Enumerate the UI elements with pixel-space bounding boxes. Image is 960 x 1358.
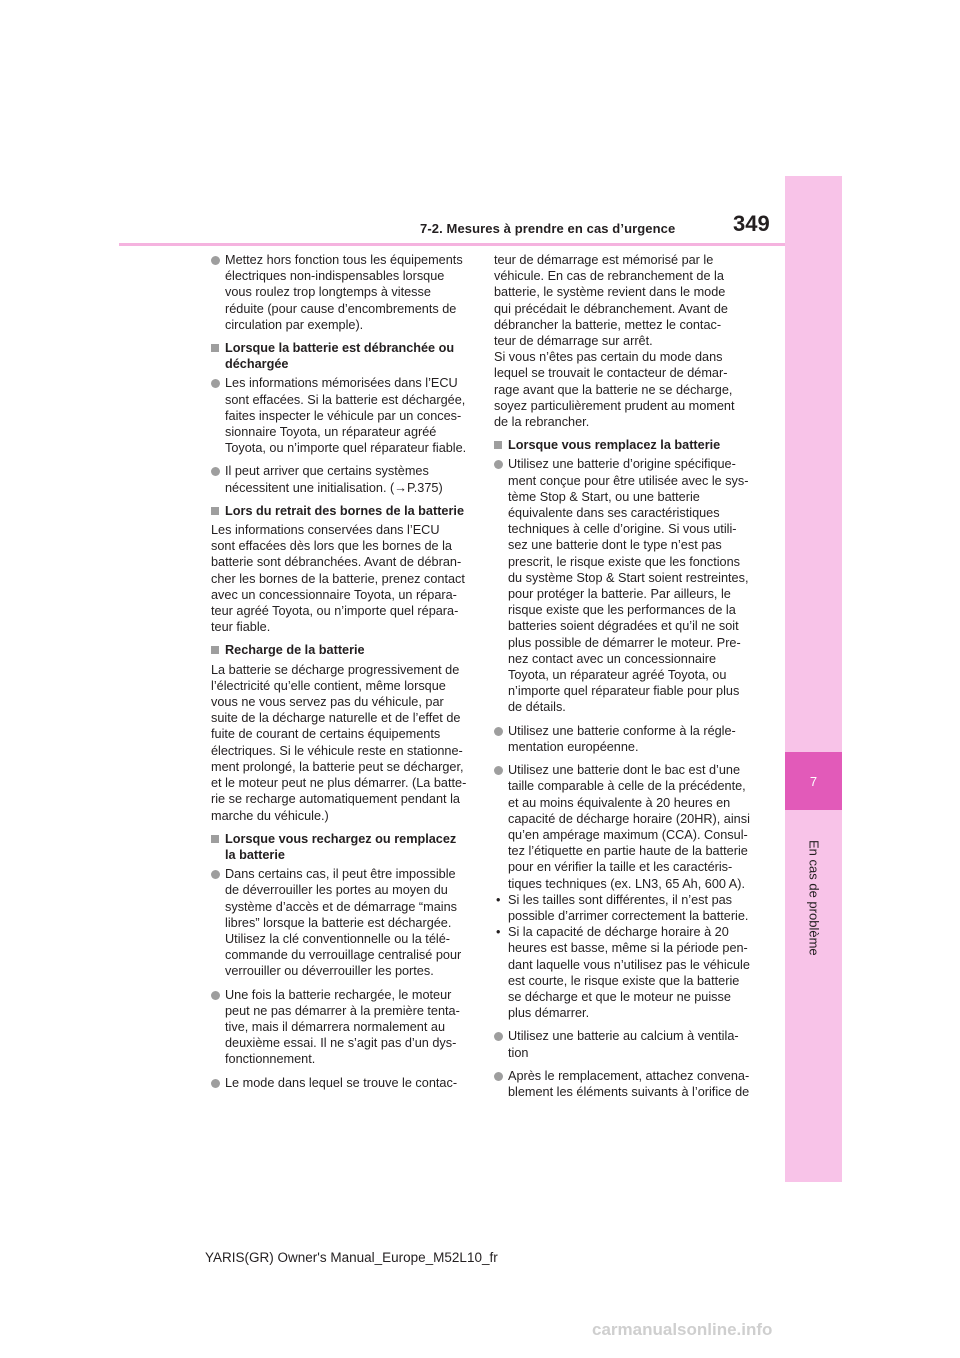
text-line: soyez particulièrement prudent au moment xyxy=(494,398,735,413)
text-line: suite de la décharge naturelle et de l’effet de xyxy=(211,711,461,726)
text-line: marche du véhicule.) xyxy=(211,808,329,823)
text-line: électriques. Si le véhicule reste en stationne- xyxy=(211,743,463,758)
heading-text xyxy=(225,831,469,863)
text-line: fuite de courant de certains équipements xyxy=(211,727,441,742)
bullet-circle-icon xyxy=(211,467,220,476)
site-watermark[interactable]: carmanualsonline.info xyxy=(592,1320,773,1339)
text-line: mentation européenne. xyxy=(508,739,639,754)
heading-square-icon xyxy=(211,344,219,352)
sub-bullet-dot-icon: • xyxy=(496,892,501,907)
bullet-item xyxy=(211,375,469,456)
text-line: rie se recharge automatiquement pendant la xyxy=(211,792,460,807)
heading-square-icon xyxy=(211,835,219,843)
section-heading xyxy=(494,437,752,453)
text-line: Lors du retrait des bornes de la batterie xyxy=(225,503,465,518)
text-line: teur de démarrage est mémorisé par le xyxy=(494,253,714,267)
sub-bullet xyxy=(494,892,752,924)
section-heading xyxy=(211,503,469,519)
bullet-text xyxy=(508,723,752,755)
paragraph xyxy=(494,252,752,430)
text-line: pour en vérifier la taille et les caractéris- xyxy=(508,860,733,875)
text-line: réduite (pour cause d’encombrements de xyxy=(225,301,457,316)
bullet-circle-icon xyxy=(494,1032,503,1041)
bullet-text xyxy=(225,463,469,495)
text-line: qui précédait le débranchement. Avant de xyxy=(494,301,728,316)
chapter-side-tab xyxy=(785,176,842,1182)
text-line: Lorsque vous rechargez ou remplacez xyxy=(225,831,457,846)
chapter-number-tab[interactable] xyxy=(785,752,842,810)
text-line: heures est basse, même si la période pen- xyxy=(508,941,748,956)
text-line: capacité de décharge horaire (20HR), ainsi xyxy=(508,811,750,826)
text-line: sont effacées dès lors que les bornes de la xyxy=(211,539,452,554)
text-line: batteries soient dégradées et qu’il ne soit xyxy=(508,619,739,634)
text-line: Toyota, ou n’importe quel réparateur fiable. xyxy=(225,441,467,456)
paragraph xyxy=(211,662,469,824)
text-line: peut ne pas démarrer à la première tenta- xyxy=(225,1003,460,1018)
bullet-item xyxy=(494,456,752,715)
text-line: teur fiable. xyxy=(211,620,271,635)
text-line: Dans certains cas, il peut être impossible xyxy=(225,867,456,882)
bullet-text xyxy=(508,762,752,892)
text-line: la batterie xyxy=(225,847,285,862)
text-line: et le moteur peut ne plus démarrer. (La batte- xyxy=(211,776,467,791)
sub-bullet xyxy=(494,924,752,1021)
text-line: Utilisez la clé conventionnelle ou la télé- xyxy=(225,931,450,946)
text-line: nécessitent une initialisation. (→P.375) xyxy=(225,480,443,495)
text-line: taille comparable à celle de la précédente, xyxy=(508,779,746,794)
bullet-circle-icon xyxy=(211,256,220,265)
text-line: deuxième essai. Il ne s’agit pas d’un dys- xyxy=(225,1036,457,1051)
text-line: Si vous n’êtes pas certain du mode dans xyxy=(494,350,723,365)
text-line: Une fois la batterie rechargée, le moteur xyxy=(225,987,452,1002)
text-line: commande du verrouillage centralisé pour xyxy=(225,948,462,963)
text-line: Mettez hors fonction tous les équipements xyxy=(225,253,463,267)
text-line: Si les tailles sont différentes, il n’est pas xyxy=(508,892,733,907)
text-line: blement les éléments suivants à l’orifice de xyxy=(508,1084,750,1099)
text-line: vous roulez trop longtemps à vitesse xyxy=(225,285,431,300)
text-line: prescrit, le risque existe que les fonctions xyxy=(508,554,741,569)
text-line: tez l’étiquette en partie haute de la batterie xyxy=(508,844,748,859)
text-line: Lorsque vous remplacez la batterie xyxy=(508,438,721,453)
bullet-text xyxy=(508,1028,752,1060)
text-line: tion xyxy=(508,1045,529,1060)
text-line: cher les bornes de la batterie, prenez contact xyxy=(211,571,465,586)
text-line: se décharge et que le moteur ne puisse xyxy=(508,989,731,1004)
text-line: Si la capacité de décharge horaire à 20 xyxy=(508,925,729,940)
bullet-circle-icon xyxy=(211,379,220,388)
text-line: Utilisez une batterie au calcium à ventila- xyxy=(508,1029,739,1044)
bullet-text xyxy=(225,1075,469,1091)
bullet-text xyxy=(225,252,469,333)
bullet-text xyxy=(225,866,469,979)
section-title: 7-2. Mesures à prendre en cas d’urgence xyxy=(420,221,676,236)
text-line: Le mode dans lequel se trouve le contac- xyxy=(225,1075,458,1090)
text-line: Utilisez une batterie conforme à la régle- xyxy=(508,723,736,738)
sub-bullet-text xyxy=(508,924,752,1021)
bullet-item xyxy=(494,723,752,755)
text-line: du système Stop & Start soient restreintes, xyxy=(508,570,749,585)
section-heading xyxy=(211,642,469,658)
text-line: Il peut arriver que certains systèmes xyxy=(225,464,429,479)
text-line: ment prolongé, la batterie peut se décharger, xyxy=(211,759,464,774)
heading-text xyxy=(225,503,469,519)
bullet-item xyxy=(494,762,752,1021)
text-line: dant laquelle vous n’utilisez pas le véhicule xyxy=(508,957,750,972)
bullet-item xyxy=(211,1075,469,1091)
text-line: circulation par exemple). xyxy=(225,317,364,332)
text-line: électriques non-indispensables lorsque xyxy=(225,269,445,284)
right-column xyxy=(494,252,752,1107)
bullet-item xyxy=(494,1068,752,1100)
heading-square-icon xyxy=(211,646,219,654)
text-line: sont effacées. Si la batterie est déchargée, xyxy=(225,392,466,407)
text-line: batterie, le système revient dans le mode xyxy=(494,285,726,300)
text-line: teur agréé Toyota, ou n’importe quel répara- xyxy=(211,604,459,619)
bullet-text xyxy=(508,456,752,715)
header-divider xyxy=(119,243,785,246)
bullet-text xyxy=(508,1068,752,1100)
bullet-circle-icon xyxy=(494,727,503,736)
chapter-title-tab xyxy=(786,823,842,973)
text-line: qu’en ampérage maximum (CCA). Consul- xyxy=(508,827,748,842)
text-line: Utilisez une batterie dont le bac est d’une xyxy=(508,763,741,778)
manual-footer: YARIS(GR) Owner's Manual_Europe_M52L10_fr xyxy=(205,1250,498,1265)
text-line: libres” lorsque la batterie est déchargée. xyxy=(225,915,452,930)
text-line: techniques à celle d’origine. Si vous utili- xyxy=(508,522,737,537)
text-line: de déverrouiller les portes au moyen du xyxy=(225,883,448,898)
text-line: l’électricité qu’elle contient, même lorsque xyxy=(211,678,446,693)
sub-bullet-dot-icon: • xyxy=(496,925,501,940)
bullet-text xyxy=(225,987,469,1068)
text-line: risque existe que les performances de la xyxy=(508,603,736,618)
bullet-item xyxy=(494,1028,752,1060)
text-line: rage avant que la batterie ne se décharge, xyxy=(494,382,733,397)
text-line: Après le remplacement, attachez convena- xyxy=(508,1068,750,1083)
bullet-circle-icon xyxy=(494,766,503,775)
bullet-circle-icon xyxy=(211,991,220,1000)
bullet-item xyxy=(211,252,469,333)
bullet-text xyxy=(225,375,469,456)
bullet-circle-icon xyxy=(494,460,503,469)
text-line: nez contact avec un concessionnaire xyxy=(508,651,717,666)
text-line: fonctionnement. xyxy=(225,1052,316,1067)
chapter-title: En cas de problème xyxy=(806,840,822,956)
text-line: sionnaire Toyota, un réparateur agréé xyxy=(225,425,437,440)
text-line: vous ne vous servez pas du véhicule, par xyxy=(211,695,444,710)
text-line: pour protéger la batterie. Par ailleurs, le xyxy=(508,587,731,602)
text-line: faites inspecter le véhicule par un conces- xyxy=(225,408,462,423)
text-line: est courte, le risque existe que la batterie xyxy=(508,973,740,988)
text-line: de la rebrancher. xyxy=(494,415,590,430)
text-line: Les informations conservées dans l’ECU xyxy=(211,523,440,538)
text-line: lequel se trouvait le contacteur de démar- xyxy=(494,366,728,381)
text-line: La batterie se décharge progressivement de xyxy=(211,662,460,677)
chapter-number: 7 xyxy=(809,773,818,789)
heading-text xyxy=(508,437,752,453)
text-line: sez une batterie dont le type n’est pas xyxy=(508,538,722,553)
text-line: de détails. xyxy=(508,700,566,715)
text-line: avec un concessionnaire Toyota, un répara- xyxy=(211,587,457,602)
heading-square-icon xyxy=(211,507,219,515)
text-line: Lorsque la batterie est débranchée ou xyxy=(225,341,455,356)
bullet-circle-icon xyxy=(211,870,220,879)
section-heading xyxy=(211,831,469,863)
text-line: Recharge de la batterie xyxy=(225,643,365,658)
text-line: teur de démarrage sur arrêt. xyxy=(494,334,653,349)
text-line: système d’accès et de démarrage “mains xyxy=(225,899,457,914)
text-line: équivalente dans ses caractéristiques xyxy=(508,506,720,521)
bullet-item xyxy=(211,987,469,1068)
text-line: déchargée xyxy=(225,357,289,372)
text-line: plus possible de démarrer le moteur. Pre- xyxy=(508,635,741,650)
text-line: verrouiller ou déverrouiller les portes. xyxy=(225,964,434,979)
heading-square-icon xyxy=(494,441,502,449)
text-line: n’importe quel réparateur fiable pour plus xyxy=(508,684,740,699)
bullet-item xyxy=(211,463,469,495)
bullet-circle-icon xyxy=(211,1079,220,1088)
text-line: ment conçue pour être utilisée avec le sys- xyxy=(508,473,749,488)
text-line: véhicule. En cas de rebranchement de la xyxy=(494,269,724,284)
text-line: tiques techniques (ex. LN3, 65 Ah, 600 A). xyxy=(508,876,745,891)
text-line: possible d’arrimer correctement la batterie. xyxy=(508,908,749,923)
bullet-item xyxy=(211,866,469,979)
paragraph xyxy=(211,522,469,635)
sub-bullet-text xyxy=(508,892,752,924)
heading-text xyxy=(225,642,469,658)
text-line: plus démarrer. xyxy=(508,1006,590,1021)
text-line: Toyota, un réparateur agréé Toyota, ou xyxy=(508,668,727,683)
section-heading xyxy=(211,340,469,372)
page-number: 349 xyxy=(733,211,770,236)
text-line: tive, mais il démarrera normalement au xyxy=(225,1019,445,1034)
left-column xyxy=(211,252,469,1098)
text-line: Utilisez une batterie d’origine spécifique- xyxy=(508,457,736,472)
bullet-circle-icon xyxy=(494,1072,503,1081)
text-line: batterie sont débranchées. Avant de débran- xyxy=(211,555,462,570)
text-line: débrancher la batterie, mettez le contac- xyxy=(494,317,722,332)
text-line: Les informations mémorisées dans l’ECU xyxy=(225,376,458,391)
text-line: tème Stop & Start, ou une batterie xyxy=(508,489,700,504)
text-line: et au moins équivalente à 20 heures en xyxy=(508,795,731,810)
heading-text xyxy=(225,340,469,372)
